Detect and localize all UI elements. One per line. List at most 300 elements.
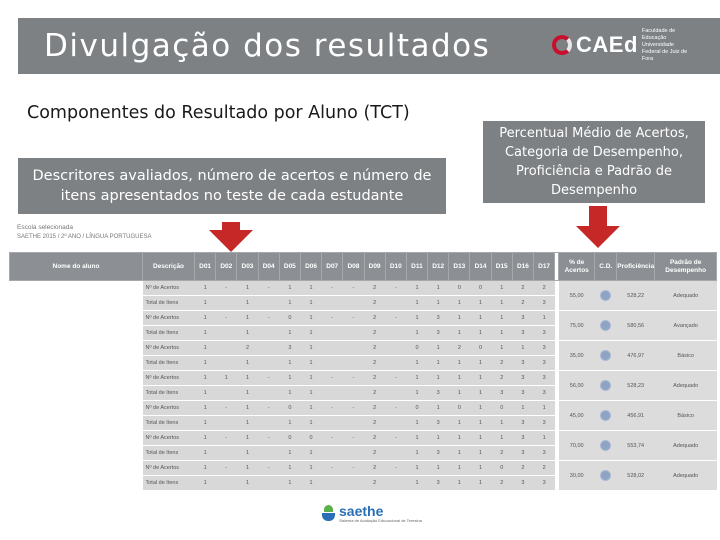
descriptor-value: 1 — [470, 431, 491, 446]
padrao-cell: Adequado — [655, 371, 717, 401]
student-name-cell — [10, 281, 143, 296]
descriptor-value: 1 — [406, 326, 427, 341]
descriptor-value: 1 — [428, 371, 449, 386]
descriptor-value — [322, 446, 343, 461]
header-cd: C.D. — [595, 253, 617, 281]
descriptor-value: 1 — [195, 431, 216, 446]
descriptor-value: 0 — [449, 281, 470, 296]
descriptor-value: 1 — [406, 431, 427, 446]
pct-acertos-cell: 56,00 — [559, 371, 595, 401]
descriptor-value — [216, 446, 237, 461]
descriptor-value — [216, 326, 237, 341]
header-descriptor: D05 — [279, 253, 300, 281]
descriptor-value: - — [322, 371, 343, 386]
descriptor-value: 1 — [237, 446, 258, 461]
proficiency-cell: 528,22 — [617, 281, 655, 311]
descriptor-value: 3 — [534, 371, 555, 386]
descriptor-value: 1 — [279, 416, 300, 431]
descriptor-value: 1 — [406, 356, 427, 371]
descriptor-value: - — [343, 281, 364, 296]
descriptor-value: 2 — [512, 281, 533, 296]
descriptor-value: 0 — [300, 431, 321, 446]
descriptor-value: 2 — [237, 341, 258, 356]
descriptor-value: 1 — [216, 371, 237, 386]
descriptor-value: 1 — [237, 371, 258, 386]
descriptor-value: 1 — [406, 446, 427, 461]
descriptor-value: 1 — [428, 341, 449, 356]
descriptor-value — [343, 386, 364, 401]
descriptor-value: 1 — [300, 341, 321, 356]
descriptor-value: 3 — [428, 311, 449, 326]
callout-results: Percentual Médio de Acertos, Categoria de Desempenho, Proficiência e Padrão de Desempenho — [483, 121, 705, 203]
student-name-cell — [10, 341, 143, 356]
descriptor-value — [258, 341, 279, 356]
descriptor-value: 3 — [491, 386, 512, 401]
descriptor-value: 1 — [428, 356, 449, 371]
header-proficiency: Proficiência — [617, 253, 655, 281]
descriptor-value: 1 — [512, 401, 533, 416]
descriptor-value: 3 — [428, 446, 449, 461]
context-filter-breadcrumb: SAETHE 2015 / 2º ANO / LÍNGUA PORTUGUESA — [17, 234, 152, 240]
category-cell — [595, 281, 617, 311]
descriptor-value: - — [216, 401, 237, 416]
header-padrao: Padrão de Desempenho — [655, 253, 717, 281]
descriptor-value — [385, 446, 406, 461]
descriptor-value: 3 — [534, 416, 555, 431]
descriptor-value: 1 — [279, 356, 300, 371]
category-cell — [595, 311, 617, 341]
descriptor-value: 3 — [512, 356, 533, 371]
page-title: Divulgação dos resultados — [44, 28, 491, 64]
student-name-cell — [10, 356, 143, 371]
descriptor-value: 1 — [237, 461, 258, 476]
saethe-logo — [322, 503, 422, 523]
descriptor-value: 1 — [449, 371, 470, 386]
padrao-cell: Básico — [655, 341, 717, 371]
descriptor-value: 1 — [428, 281, 449, 296]
row-description: Total de Itens — [143, 386, 195, 401]
category-cell — [595, 341, 617, 371]
row-description: Nº de Acertos — [143, 431, 195, 446]
row-description: Nº de Acertos — [143, 461, 195, 476]
descriptor-value: - — [216, 461, 237, 476]
caed-logo — [552, 28, 690, 62]
descriptor-value: 1 — [279, 371, 300, 386]
descriptor-value: 1 — [470, 371, 491, 386]
row-description: Total de Itens — [143, 476, 195, 491]
descriptor-value: 1 — [279, 386, 300, 401]
header-descriptor: D16 — [512, 253, 533, 281]
descriptor-value: - — [385, 311, 406, 326]
padrao-cell: Avançado — [655, 311, 717, 341]
descriptor-value: 3 — [512, 446, 533, 461]
descriptor-value: 1 — [300, 416, 321, 431]
results-table — [9, 252, 717, 491]
descriptor-value: 1 — [300, 281, 321, 296]
descriptor-value: 1 — [195, 341, 216, 356]
descriptor-value: - — [343, 431, 364, 446]
descriptor-value: 0 — [406, 401, 427, 416]
proficiency-cell: 553,74 — [617, 431, 655, 461]
descriptor-value: 1 — [470, 461, 491, 476]
descriptor-value: 1 — [406, 386, 427, 401]
descriptor-value: 1 — [195, 371, 216, 386]
row-description: Total de Itens — [143, 356, 195, 371]
descriptor-value: 1 — [534, 311, 555, 326]
proficiency-cell: 580,56 — [617, 311, 655, 341]
descriptor-value: 1 — [195, 281, 216, 296]
descriptor-value: 1 — [300, 386, 321, 401]
descriptor-value: 1 — [491, 296, 512, 311]
descriptor-value — [216, 386, 237, 401]
descriptor-value: 2 — [364, 326, 385, 341]
table-row — [10, 431, 717, 446]
descriptor-value: 1 — [428, 401, 449, 416]
results-table-container — [9, 252, 716, 491]
saethe-logo-icon — [322, 503, 335, 523]
descriptor-value: 1 — [279, 281, 300, 296]
descriptor-value — [385, 326, 406, 341]
descriptor-value: 1 — [195, 416, 216, 431]
descriptor-value: 1 — [237, 356, 258, 371]
header-descriptor: D13 — [449, 253, 470, 281]
descriptor-value: 0 — [491, 401, 512, 416]
category-cell — [595, 461, 617, 491]
descriptor-value: - — [343, 401, 364, 416]
descriptor-value — [322, 386, 343, 401]
descriptor-value: 1 — [491, 416, 512, 431]
student-name-cell — [10, 461, 143, 476]
descriptor-value — [343, 341, 364, 356]
descriptor-value: - — [258, 371, 279, 386]
header-bar — [18, 18, 720, 74]
student-name-cell — [10, 326, 143, 341]
descriptor-value: 1 — [534, 431, 555, 446]
descriptor-value: 1 — [237, 476, 258, 491]
descriptor-value: - — [258, 431, 279, 446]
padrao-cell: Adequado — [655, 431, 717, 461]
table-row — [10, 401, 717, 416]
descriptor-value: 1 — [512, 341, 533, 356]
proficiency-cell: 476,97 — [617, 341, 655, 371]
descriptor-value — [322, 341, 343, 356]
descriptor-value: 3 — [279, 341, 300, 356]
descriptor-value: 1 — [195, 401, 216, 416]
descriptor-value: 1 — [406, 311, 427, 326]
descriptor-value — [216, 356, 237, 371]
descriptor-value: 1 — [237, 281, 258, 296]
descriptor-value — [343, 446, 364, 461]
descriptor-value — [343, 296, 364, 311]
descriptor-value: 1 — [300, 296, 321, 311]
descriptor-value: 1 — [470, 356, 491, 371]
descriptor-value: 3 — [428, 476, 449, 491]
descriptor-value: 2 — [449, 341, 470, 356]
descriptor-value: - — [343, 461, 364, 476]
header-descriptor: D09 — [364, 253, 385, 281]
descriptor-value: 1 — [237, 386, 258, 401]
descriptor-value: 2 — [534, 461, 555, 476]
descriptor-value — [258, 446, 279, 461]
descriptor-value: 0 — [470, 341, 491, 356]
descriptor-value: - — [385, 401, 406, 416]
descriptor-value: 1 — [195, 296, 216, 311]
pct-acertos-cell: 75,00 — [559, 311, 595, 341]
descriptor-value — [258, 386, 279, 401]
descriptor-value: 1 — [449, 476, 470, 491]
pct-acertos-cell: 30,00 — [559, 461, 595, 491]
category-dot-icon — [600, 410, 611, 421]
descriptor-value: 1 — [470, 416, 491, 431]
descriptor-value — [385, 341, 406, 356]
descriptor-value: 1 — [279, 461, 300, 476]
descriptor-value: - — [258, 401, 279, 416]
category-dot-icon — [600, 320, 611, 331]
descriptor-value: 0 — [279, 431, 300, 446]
descriptor-value: 1 — [237, 311, 258, 326]
row-description: Nº de Acertos — [143, 311, 195, 326]
descriptor-value: - — [385, 431, 406, 446]
descriptor-value: 3 — [428, 386, 449, 401]
descriptor-value: 3 — [512, 476, 533, 491]
table-body — [10, 281, 717, 491]
descriptor-value: 1 — [449, 446, 470, 461]
descriptor-value: 3 — [512, 431, 533, 446]
descriptor-value — [216, 296, 237, 311]
header-descriptor: D15 — [491, 253, 512, 281]
table-header-row — [10, 253, 717, 281]
category-cell — [595, 371, 617, 401]
descriptor-value: 2 — [364, 476, 385, 491]
descriptor-value: 0 — [449, 401, 470, 416]
descriptor-value: 1 — [237, 401, 258, 416]
row-description: Total de Itens — [143, 326, 195, 341]
descriptor-value: 1 — [491, 281, 512, 296]
header-descriptor: D08 — [343, 253, 364, 281]
descriptor-value — [258, 476, 279, 491]
category-dot-icon — [600, 470, 611, 481]
descriptor-value: 2 — [364, 356, 385, 371]
padrao-cell: Adequado — [655, 281, 717, 311]
callout-descriptors: Descritores avaliados, número de acertos e número de itens apresentados no teste de cada estudante — [18, 158, 446, 214]
descriptor-value — [322, 296, 343, 311]
descriptor-value: 1 — [195, 356, 216, 371]
descriptor-value: 1 — [237, 431, 258, 446]
descriptor-value: 1 — [428, 461, 449, 476]
descriptor-value: 0 — [279, 401, 300, 416]
descriptor-value: 1 — [195, 461, 216, 476]
student-name-cell — [10, 446, 143, 461]
descriptor-value: 1 — [470, 476, 491, 491]
header-descriptor: D02 — [216, 253, 237, 281]
proficiency-cell: 528,23 — [617, 371, 655, 401]
arrow-down-left-icon — [209, 222, 253, 250]
descriptor-value: 3 — [534, 386, 555, 401]
row-description: Nº de Acertos — [143, 371, 195, 386]
descriptor-value — [385, 476, 406, 491]
descriptor-value: 1 — [406, 371, 427, 386]
descriptor-value: 3 — [512, 371, 533, 386]
descriptor-value: 3 — [534, 296, 555, 311]
student-name-cell — [10, 431, 143, 446]
descriptor-value: 1 — [406, 416, 427, 431]
descriptor-value: - — [322, 461, 343, 476]
descriptor-value: - — [258, 281, 279, 296]
descriptor-value: 1 — [300, 446, 321, 461]
descriptor-value: 3 — [428, 326, 449, 341]
student-name-cell — [10, 401, 143, 416]
descriptor-value: 1 — [449, 326, 470, 341]
descriptor-value: 2 — [364, 371, 385, 386]
context-school: Escola selecionada — [17, 224, 74, 231]
descriptor-value: 3 — [512, 386, 533, 401]
table-row — [10, 311, 717, 326]
descriptor-value: 1 — [300, 476, 321, 491]
category-dot-icon — [600, 440, 611, 451]
descriptor-value: 1 — [449, 311, 470, 326]
descriptor-value: - — [322, 281, 343, 296]
descriptor-value: 2 — [364, 296, 385, 311]
descriptor-value: 2 — [364, 431, 385, 446]
descriptor-value: 1 — [406, 476, 427, 491]
descriptor-value: 1 — [491, 341, 512, 356]
table-row — [10, 461, 717, 476]
descriptor-value: 1 — [237, 326, 258, 341]
row-description: Nº de Acertos — [143, 401, 195, 416]
descriptor-value: 0 — [491, 461, 512, 476]
category-cell — [595, 401, 617, 431]
caed-logo-subtitle: Faculdade de Educação Universidade Federal de Juiz de Fora — [641, 27, 688, 62]
row-description: Nº de Acertos — [143, 281, 195, 296]
descriptor-value: 1 — [237, 416, 258, 431]
header-descriptor: D03 — [237, 253, 258, 281]
descriptor-value: 2 — [491, 476, 512, 491]
descriptor-value: 2 — [364, 311, 385, 326]
student-name-cell — [10, 416, 143, 431]
padrao-cell: Adequado — [655, 461, 717, 491]
descriptor-value — [343, 356, 364, 371]
descriptor-value: 1 — [428, 296, 449, 311]
descriptor-value — [343, 476, 364, 491]
caed-logo-icon — [552, 35, 572, 55]
descriptor-value: 3 — [512, 416, 533, 431]
header-pct: % de Acertos — [559, 253, 595, 281]
descriptor-value: 1 — [237, 296, 258, 311]
descriptor-value: 1 — [300, 401, 321, 416]
descriptor-value: - — [322, 311, 343, 326]
student-name-cell — [10, 296, 143, 311]
caed-logo-text: CAEd — [576, 32, 638, 57]
descriptor-value: 2 — [364, 416, 385, 431]
descriptor-value: 1 — [279, 446, 300, 461]
pct-acertos-cell: 70,00 — [559, 431, 595, 461]
proficiency-cell: 456,91 — [617, 401, 655, 431]
descriptor-value: 1 — [470, 326, 491, 341]
descriptor-value — [216, 416, 237, 431]
category-dot-icon — [600, 350, 611, 361]
descriptor-value: 3 — [512, 326, 533, 341]
table-row — [10, 281, 717, 296]
descriptor-value: 2 — [364, 341, 385, 356]
row-description: Nº de Acertos — [143, 341, 195, 356]
descriptor-value — [385, 356, 406, 371]
descriptor-value — [343, 416, 364, 431]
descriptor-value: 1 — [406, 461, 427, 476]
category-dot-icon — [600, 290, 611, 301]
header-descriptor: D01 — [195, 253, 216, 281]
descriptor-value: 2 — [364, 461, 385, 476]
header-descriptor: D07 — [322, 253, 343, 281]
pct-acertos-cell: 45,00 — [559, 401, 595, 431]
descriptor-value — [385, 386, 406, 401]
descriptor-value: 3 — [534, 446, 555, 461]
descriptor-value: 1 — [279, 326, 300, 341]
descriptor-value: 3 — [428, 416, 449, 431]
section-subtitle: Componentes do Resultado por Aluno (TCT) — [27, 103, 410, 123]
table-row — [10, 341, 717, 356]
saethe-logo-subtitle: Sistema de Avaliação Educacional de Teresina — [339, 517, 422, 523]
padrao-cell: Básico — [655, 401, 717, 431]
proficiency-cell: 528,02 — [617, 461, 655, 491]
descriptor-value: 1 — [300, 461, 321, 476]
pct-acertos-cell: 55,00 — [559, 281, 595, 311]
header-descriptor: D12 — [428, 253, 449, 281]
descriptor-value: 1 — [449, 356, 470, 371]
descriptor-value: 1 — [491, 326, 512, 341]
header-descriptor: D11 — [406, 253, 427, 281]
descriptor-value: 1 — [470, 401, 491, 416]
descriptor-value — [216, 341, 237, 356]
descriptor-value: 1 — [470, 311, 491, 326]
descriptor-value: 1 — [534, 401, 555, 416]
descriptor-value: 1 — [491, 431, 512, 446]
descriptor-value — [322, 416, 343, 431]
descriptor-value: 1 — [195, 386, 216, 401]
row-description: Total de Itens — [143, 446, 195, 461]
descriptor-value: 1 — [470, 446, 491, 461]
descriptor-value: 2 — [364, 401, 385, 416]
descriptor-value: 1 — [195, 446, 216, 461]
descriptor-value: 0 — [470, 281, 491, 296]
descriptor-value: 1 — [300, 326, 321, 341]
descriptor-value: 2 — [491, 446, 512, 461]
row-description: Total de Itens — [143, 296, 195, 311]
descriptor-value: 1 — [195, 311, 216, 326]
descriptor-value: - — [258, 461, 279, 476]
descriptor-value: 3 — [534, 326, 555, 341]
category-cell — [595, 431, 617, 461]
descriptor-value: 1 — [406, 281, 427, 296]
descriptor-value: 2 — [534, 281, 555, 296]
descriptor-value: - — [322, 401, 343, 416]
descriptor-value: - — [216, 281, 237, 296]
saethe-logo-text: saethe — [339, 502, 384, 519]
row-description: Total de Itens — [143, 416, 195, 431]
descriptor-value: 1 — [449, 416, 470, 431]
descriptor-value: 1 — [470, 386, 491, 401]
descriptor-value: 1 — [449, 431, 470, 446]
descriptor-value: 2 — [364, 281, 385, 296]
descriptor-value: 1 — [428, 431, 449, 446]
descriptor-value — [385, 296, 406, 311]
descriptor-value — [322, 476, 343, 491]
descriptor-value: 1 — [195, 476, 216, 491]
descriptor-value: 0 — [406, 341, 427, 356]
student-name-cell — [10, 311, 143, 326]
descriptor-value: 3 — [534, 341, 555, 356]
descriptor-value: 2 — [364, 446, 385, 461]
descriptor-value: 2 — [491, 371, 512, 386]
